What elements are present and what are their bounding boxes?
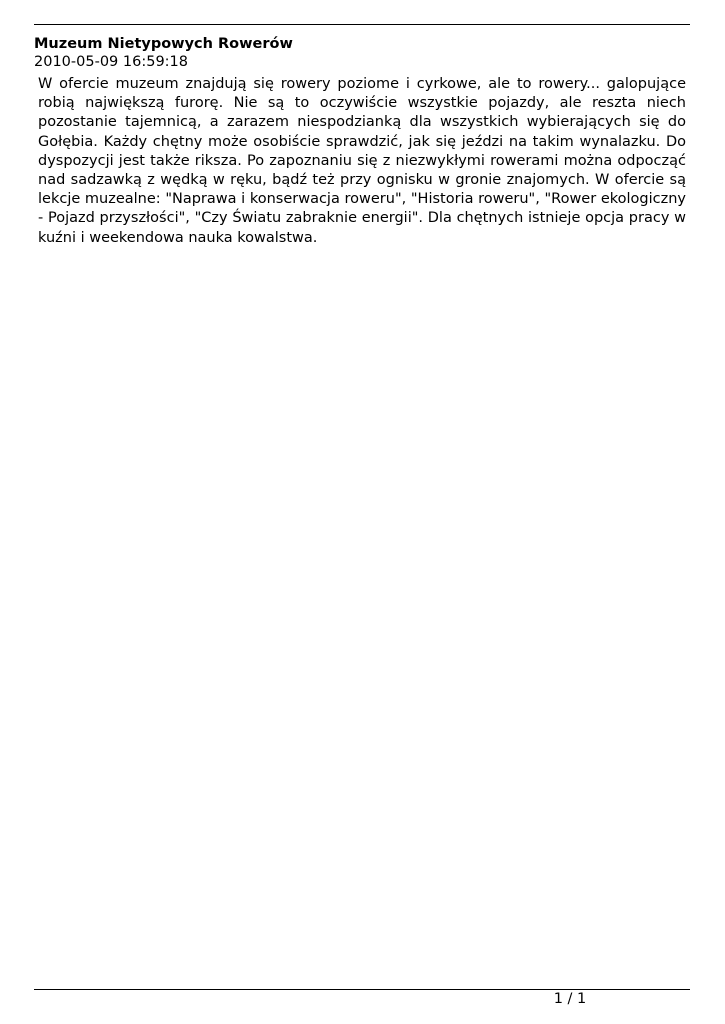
article-date: 2010-05-09 16:59:18 (34, 54, 188, 70)
page-number: 1 / 1 (553, 991, 587, 1007)
article-title: Muzeum Nietypowych Rowerów (34, 36, 293, 52)
header-divider (34, 24, 690, 25)
article (34, 35, 690, 248)
article-body: W ofercie muzeum znajdują się rowery poziome i cyrkowe, ale to rowery... galopujące robią największą furorę. Nie są to oczywiście wszystkie pojazdy, ale reszta niech pozostanie tajemnicą, a zarazem niespodzianką dla wszystkich wybierających się do Gołębia. Każdy chętny może osobiście sprawdzić, jak się jeździ na takim wynalazku. Do dyspozycji jest także riksza. Po zapoznaniu się z niezwykłymi rowerami można odpocząć nad sadzawką z wędką w ręku, bądź też przy ognisku w gronie znajomych. W ofercie są lekcje muzealne: "Naprawa i konserwacja roweru", "Historia roweru", "Rower ekologiczny - Pojazd przyszłości", "Czy Światu zabraknie energii". Dla chętnych istnieje opcja pracy w kuźni i weekendowa nauka kowalstwa. (38, 76, 686, 246)
